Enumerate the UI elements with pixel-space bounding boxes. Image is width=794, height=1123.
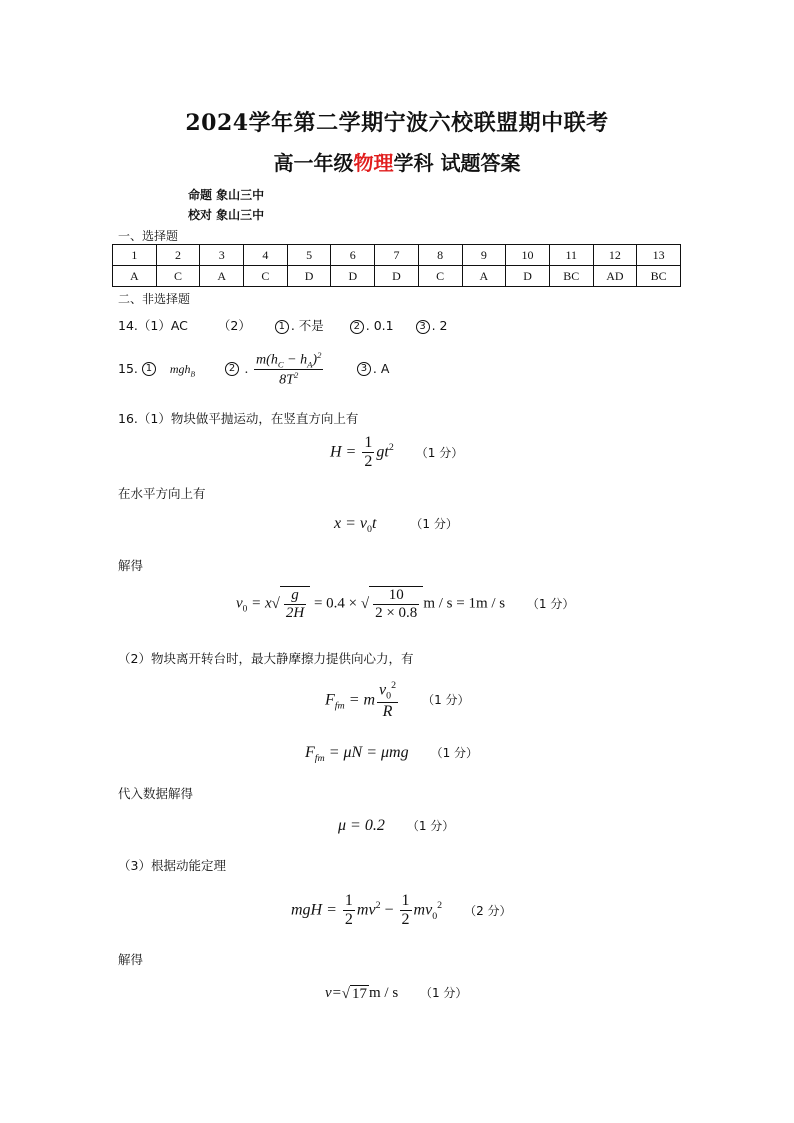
text-substitute: 代入数据解得	[118, 786, 194, 801]
table-cell: A	[462, 266, 506, 287]
q15-line	[118, 350, 389, 389]
circled-number-icon: 1	[275, 320, 289, 334]
text-solve-1: 解得	[118, 558, 144, 573]
table-cell: AD	[593, 266, 637, 287]
table-cell: C	[418, 266, 462, 287]
score-label: （1 分）	[410, 517, 458, 531]
text-horizontal: 在水平方向上有	[118, 486, 206, 501]
table-cell: C	[244, 266, 288, 287]
section-choice-heading: 一、选择题	[118, 229, 179, 243]
section-nonchoice-heading: 二、非选择题	[118, 292, 191, 306]
table-cell: 12	[593, 245, 637, 266]
sqrt-sign: √ $\frac{g}{2H}$	[272, 586, 311, 623]
q14-line	[118, 316, 447, 334]
score-label: （2 分）	[464, 903, 512, 918]
q14-answer2: . 0.1	[365, 318, 394, 333]
table-cell: 4	[244, 245, 288, 266]
table-cell: D	[375, 266, 419, 287]
circled-number-icon: 1	[142, 362, 156, 376]
choice-answer-table	[112, 244, 681, 287]
page-subtitle	[0, 147, 794, 176]
q16-part3-intro: （3）根据动能定理	[118, 858, 226, 873]
q15-answer3: . A	[372, 360, 390, 376]
table-row-answers	[113, 266, 681, 287]
table-cell: 6	[331, 245, 375, 266]
equation-7: mgH = $\frac{1}{2}$ $mv^2$ − $\frac{1}{2}$ $mv_0^2$ （2 分）	[291, 892, 512, 929]
q15-answer1: mgh$_B$	[169, 361, 196, 379]
table-cell: 8	[418, 245, 462, 266]
table-cell: 3	[200, 245, 244, 266]
score-label: （1 分）	[419, 986, 468, 1000]
table-cell: 1	[113, 245, 157, 266]
table-cell: 5	[287, 245, 331, 266]
q16-part2-intro: （2）物块离开转台时，最大静摩擦力提供向心力，有	[118, 651, 414, 666]
table-cell: 11	[549, 245, 593, 266]
equation-1: H = $\frac{1}{2}$ $gt^2$ （1 分）	[330, 434, 464, 471]
table-cell: 10	[506, 245, 550, 266]
equation-8: v=√ 17 m / s （1 分）	[325, 985, 468, 1002]
table-cell: 2	[156, 245, 200, 266]
subtitle-post: 学科 试题答案	[393, 151, 521, 175]
fraction: $\frac{m(h_C - h_A)^2}{8T^2}$	[256, 350, 322, 389]
setter-line: 命题 象山三中	[188, 188, 265, 202]
q16-part1-intro: 16.（1）物块做平抛运动，在竖直方向上有	[118, 411, 359, 426]
score-label: （1 分）	[430, 746, 479, 760]
table-cell: BC	[637, 266, 681, 287]
checker-line: 校对 象山三中	[188, 208, 265, 222]
text-solve-2: 解得	[118, 952, 144, 967]
q14-answer3: . 2	[431, 318, 448, 333]
table-cell: 9	[462, 245, 506, 266]
circled-number-icon: 3	[357, 362, 371, 376]
score-label: （1 分）	[526, 596, 575, 611]
equation-6: μ = 0.2 （1 分）	[338, 817, 455, 834]
table-cell: D	[506, 266, 550, 287]
score-label: （1 分）	[406, 819, 455, 833]
fraction: $\frac{1}{2}$	[344, 892, 353, 929]
q15-label: 15.	[118, 360, 138, 376]
circled-number-icon: 2	[350, 320, 364, 334]
q14-answer1: . 不是	[290, 318, 324, 333]
score-label: （1 分）	[415, 445, 464, 460]
table-cell: D	[287, 266, 331, 287]
table-row-numbers	[113, 245, 681, 266]
fraction: $\frac{1}{2}$	[401, 892, 410, 929]
fraction: $\frac{1}{2}$	[364, 434, 373, 471]
fraction: $\frac{v_0^2}{R}$	[379, 680, 397, 720]
table-cell: A	[113, 266, 157, 287]
table-cell: BC	[549, 266, 593, 287]
equation-3: $v_0 = x√$ $\frac{g}{2H}$ = 0.4 × √ $\frac{10}{2 \times 0.8}$ m / s = 1m / s （1 分）	[236, 587, 575, 622]
q14-part1: 14.（1）AC	[118, 318, 188, 333]
equation-2: $x = v_0t$ （1 分）	[334, 515, 458, 536]
sqrt-sign: √ 17	[341, 985, 368, 1002]
score-label: （1 分）	[422, 693, 470, 708]
circled-number-icon: 2	[225, 362, 239, 376]
table-cell: C	[156, 266, 200, 287]
equation-4: $F_{fm} = m$ $\frac{v_0^2}{R}$ （1 分）	[325, 680, 470, 720]
table-cell: D	[331, 266, 375, 287]
fraction: $\frac{g}{2H}$	[285, 587, 305, 622]
page-title: 2024学年第二学期宁波六校联盟期中联考	[185, 110, 609, 136]
equation-5: $F_{fm} = \mu N = \mu mg$ （1 分）	[305, 744, 479, 765]
subtitle-subject: 物理	[353, 151, 394, 175]
q15-answer2: . $\frac{m(h_C - h_A)^2}{8T^2}$	[245, 350, 322, 389]
table-cell: 7	[375, 245, 419, 266]
table-cell: 13	[637, 245, 681, 266]
table-cell: A	[200, 266, 244, 287]
subtitle-pre: 高一年级	[273, 151, 354, 175]
sqrt-sign: √ $\frac{10}{2 \times 0.8}$	[361, 586, 423, 623]
q14-part2: （2）	[217, 318, 251, 333]
fraction: $\frac{10}{2 \times 0.8}$	[375, 587, 418, 622]
circled-number-icon: 3	[416, 320, 430, 334]
